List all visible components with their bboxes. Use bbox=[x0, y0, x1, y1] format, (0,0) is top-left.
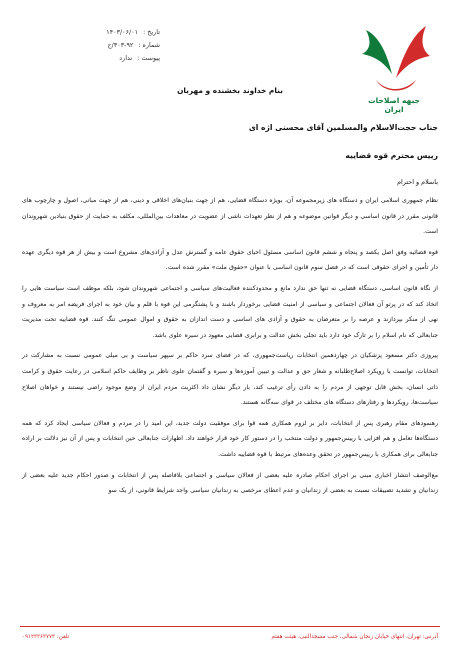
number-label: شماره : bbox=[138, 41, 160, 49]
paragraph: مع‌الوصف انتشار اخباری مبنی بر اجرای احکام صادره علیه بعضی از فعالان سیاسی و اجتماعی بلافاصله پس از انتخابات و صدور احکام جدید علیه بعضی از زندانیان و تشدید تضییقات نسبت به بعضی از زندانیان و عدم اعطای مرخصی به زندانیان سیاسی واجد شرایط قانونی، از یک سو bbox=[22, 471, 438, 495]
attachment-row bbox=[40, 52, 160, 65]
date-label: تاریخ : bbox=[143, 28, 160, 36]
addressee-title: رییس محترم قوه قضاییه bbox=[345, 151, 438, 160]
paragraph: پیروزی دکتر مسعود پزشکیان در چهاردهمین انتخابات ریاست‌جمهوری، که در فضای سرد حاکم بر سپهر سیاست و بی میلی عمومی نسبت به مشارکت در انتخابات، توانست با رویکرد اصلاح‌طلبانه و شعار حق و عدالت و تبیین آموزه‌ها و سیره و گفتمان علوی ناظر بر وظایف حاکم اسلامی در رعایت حقوق و کرامت ذاتی انسان، بخش قابل توجهی از مردم را به دادن رأی ترغیب کند، بار دیگر نشان داد اکثریت مردم ایران از وضع موجود راضی نیستند و خواهان اصلاح سیاست‌ها، رویکردها و رفتارهای دستگاه های مختلف در قوای سه‌گانه هستند. bbox=[22, 352, 438, 407]
footer-phone: تلفن: ۰۹۱۲۳۳۶۳۷۷۳ bbox=[22, 634, 70, 640]
attachment-value: ندارد bbox=[119, 54, 133, 62]
paragraph: از نگاه قانون اساسی، دستگاه قضایی نه تنها حق ندارد مانع و محدودکننده فعالیت‌های سیاسی و اجتماعی شهروندان شود، بلکه موظف است سیاست هایی را اتخاذ کند که در پرتو آن فعالان اجتماعی و سیاسی از امنیت قضایی برخوردار باشند و با پشتگرمی این قوه با قلم و بیان خود به اجرای فریضه امر به معروف و نهی از منکر بپردازند و عرصه را بر متعرضان به حقوق و آزادی های اساسی و دست اندازان به حقوق و اموال عمومی تنگ کنند. قوه قضاییه تحت مدیریت جنابعالی که نام اسلام را بر تارک خود دارد باید تجلی بخش عدالت و برابری قضایی معهود در سیره علوی باشد. bbox=[22, 284, 438, 339]
letter-body bbox=[22, 122, 438, 499]
date-row bbox=[40, 26, 160, 39]
paragraph: رهنمودهای مقام رهبری پس از انتخابات، دایر بر لزوم همکاری همه قوا برای موفقیت دولت جدید، این امید را در مردم و فعالان سیاسی ایجاد کرد که همه دستگاه‌ها تعامل و هم افزایی با رییس‌جمهور و دولت منتخب را در دستور کار خود قرار خواهند داد. اظهارات جنابعالی حین انتخابات و پس از آن نیز دلالت بر اراده جنابعالی برای همکاری با رییس‌جمهور در تحقق وعده‌های مرتبط با قوه قضاییه داشت. bbox=[22, 419, 438, 458]
letter-footer bbox=[0, 622, 460, 650]
paragraph: نظام جمهوری اسلامی ایران و دستگاه های زیرمجموعه آن، بویژه دستگاه قضایی، هم از جهت بنیان‌های اخلاقی و دینی، هم از جهت مبانی، اصول و چارچوب های قانونی مقرر در قانون اساسی و دیگر قوانین موضوعه و هم از نظر تعهدات ناشی از عضویت در معاهدات بین‌المللی، مکلف به حمایت از حقوق بنیادین شهروندان است. bbox=[22, 197, 438, 236]
logo-text: جبهه اصلاحات ایران bbox=[368, 96, 420, 114]
addressee: جناب حجت‌الاسلام والمسلمین آقای محسنی اژه ای bbox=[248, 123, 438, 132]
number-value: ۹۲-۳۰۳/ج bbox=[107, 41, 134, 49]
number-row bbox=[40, 39, 160, 52]
attachment-label: پیوست : bbox=[137, 54, 160, 62]
greeting: باسلام و احترام bbox=[397, 178, 438, 186]
bismillah: بنام خداوند بخشنده و مهربان bbox=[177, 86, 283, 95]
footer-divider bbox=[20, 626, 440, 627]
paragraph: قوه قضائیه وفق اصل یکصد و پنجاه و ششم قانون اساسی مسئول احیای حقوق عامه و گسترش عدل و آزادی‌های مشروع است و بیش از هر قوه دیگری عهده دار تأمین و اجرای حقوقی است که در فصل سوم قانون اساسی با عنوان «حقوق ملت» مقرر شده است. bbox=[22, 248, 438, 272]
letter-meta bbox=[40, 26, 160, 65]
date-value: ۱۴۰۳/۰۶/۰۱ bbox=[106, 28, 139, 36]
footer-address: آدرس: تهران، انتهای خیابان زنجان شمالی، جنب مسجدالنبی، هیئت هفتم bbox=[271, 634, 438, 640]
